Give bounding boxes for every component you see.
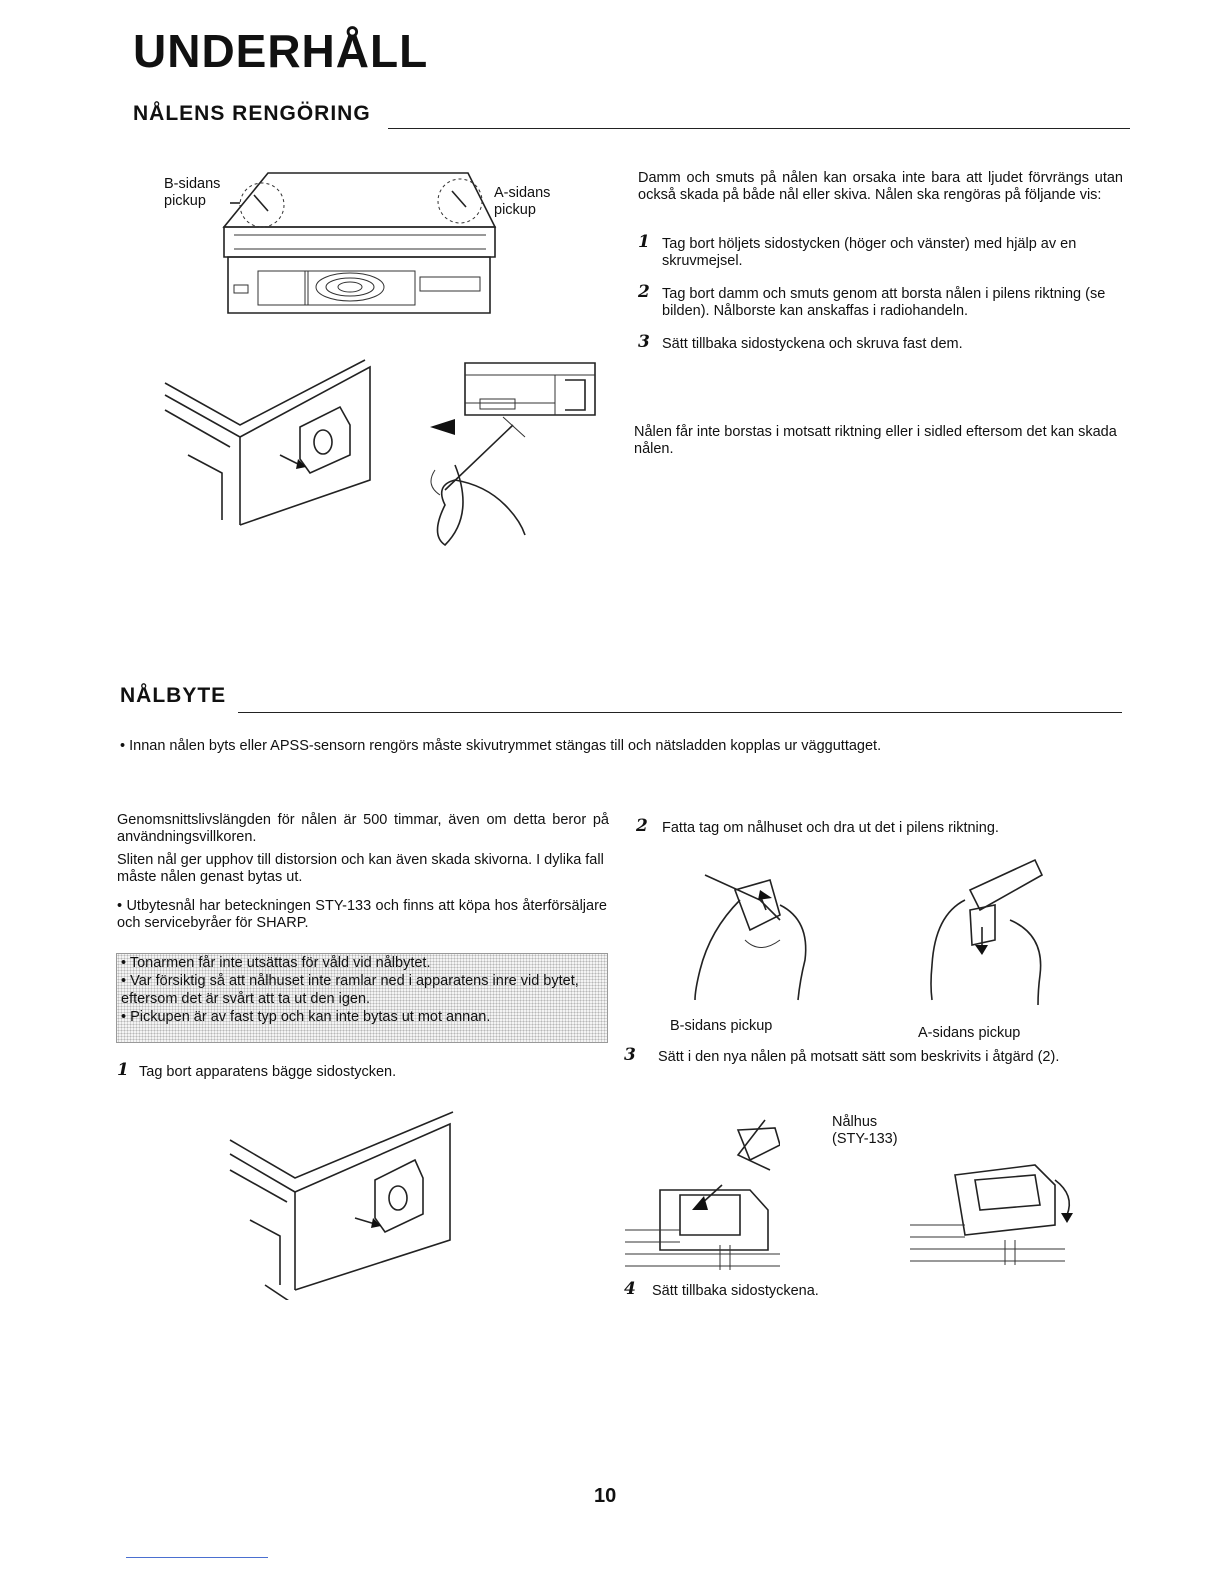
page-number: 10 xyxy=(594,1485,617,1507)
caution-item: • Var försiktig så att nålhuset inte ramlar ned i apparatens inre vid bytet, eftersom det är svårt att ta ut den igen. xyxy=(121,973,579,1007)
replacement-step-3 xyxy=(624,1045,1114,1066)
stylus-insertion-illustration xyxy=(620,1110,780,1280)
replacement-step-1 xyxy=(117,1060,597,1081)
step-text: Sätt tillbaka sidostyckena. xyxy=(652,1283,819,1299)
replacement-step-2 xyxy=(636,816,1116,837)
side-panel-removal-illustration xyxy=(160,355,420,530)
section-heading-replacement: NÅLBYTE xyxy=(120,684,227,707)
step-text: Sätt tillbaka sidostyckena och skruva fast dem. xyxy=(662,336,963,352)
section-rule xyxy=(388,128,1130,129)
cleaning-step-2 xyxy=(638,282,1123,320)
cleaning-intro: Damm och smuts på nålen kan orsaka inte bara att ljudet förvrängs utan också skada på både nål eller skiva. Nålen ska rengöras på följande vis: xyxy=(638,170,1123,203)
section-heading-cleaning: NÅLENS RENGÖRING xyxy=(133,102,371,125)
step-text: Tag bort apparatens bägge sidostycken. xyxy=(139,1064,397,1080)
step-text: Sätt i den nya nålen på motsatt sätt som beskrivits i åtgärd (2). xyxy=(658,1049,1060,1065)
step-number: 3 xyxy=(638,332,650,352)
step-number: 1 xyxy=(117,1060,129,1080)
turntable-illustration xyxy=(210,165,500,320)
b-side-pickup-illustration xyxy=(680,860,820,1010)
cleaning-warning: Nålen får inte borstas i motsatt riktning eller i sidled eftersom det kan skada nålen. xyxy=(634,424,1117,457)
caution-item: • Tonarmen får inte utsättas för våld vid nålbytet. xyxy=(121,955,431,971)
step-number: 2 xyxy=(636,816,648,836)
step-text: Fatta tag om nålhuset och dra ut det i pilens riktning. xyxy=(662,820,999,836)
replacement-step-4 xyxy=(624,1279,1084,1300)
cleaning-step-1 xyxy=(638,232,1123,270)
step-text: Tag bort damm och smuts genom att borsta nålen i pilens riktning (se bilden). Nålborste kan anskaffas i radiohandeln. xyxy=(662,286,1106,319)
label-a-side-pickup: A-sidans pickup xyxy=(494,185,551,218)
label-b-side-pickup-2: B-sidans pickup xyxy=(670,1018,773,1034)
caution-item: • Pickupen är av fast typ och kan inte bytas ut mot annan. xyxy=(121,1009,491,1025)
step-text: Tag bort höljets sidostycken (höger och vänster) med hjälp av en skruvmejsel. xyxy=(662,236,1077,269)
label-stylus-housing: Nålhus (STY-133) xyxy=(832,1114,898,1147)
stylus-brush-illustration xyxy=(425,355,600,555)
page-title: UNDERHÅLL xyxy=(133,25,429,77)
footer-divider xyxy=(126,1557,268,1558)
section-rule xyxy=(238,712,1122,713)
label-a-side-pickup-2: A-sidans pickup xyxy=(918,1025,1021,1041)
replacement-precaution: • Innan nålen byts eller APSS-sensorn rengörs måste skivutrymmet stängas till och nätsladden kopplas ur vägguttaget. xyxy=(120,738,882,754)
step-number: 1 xyxy=(638,232,650,252)
side-panel-removal-illustration-2 xyxy=(225,1110,460,1300)
label-b-side-pickup: B-sidans pickup xyxy=(164,176,221,209)
step-number: 3 xyxy=(624,1045,636,1065)
cleaning-step-3 xyxy=(638,332,1123,353)
a-side-pickup-illustration xyxy=(920,855,1055,1010)
worn-stylus-text: Sliten nål ger upphov till distorsion och kan även skada skivorna. I dylika fall måste nålen genast bytas ut. xyxy=(117,852,604,885)
step-number: 4 xyxy=(624,1279,636,1299)
replacement-stylus-text: • Utbytesnål har beteckningen STY-133 och finns att köpa hos återförsäljare och servicebyråer för SHARP. xyxy=(117,898,607,931)
stylus-lifespan-text: Genomsnittslivslängden för nålen är 500 timmar, även om detta beror på användningsvillkoren. xyxy=(117,812,609,845)
step-number: 2 xyxy=(638,282,650,302)
stylus-installed-illustration xyxy=(905,1155,1085,1280)
caution-box xyxy=(116,953,608,1043)
